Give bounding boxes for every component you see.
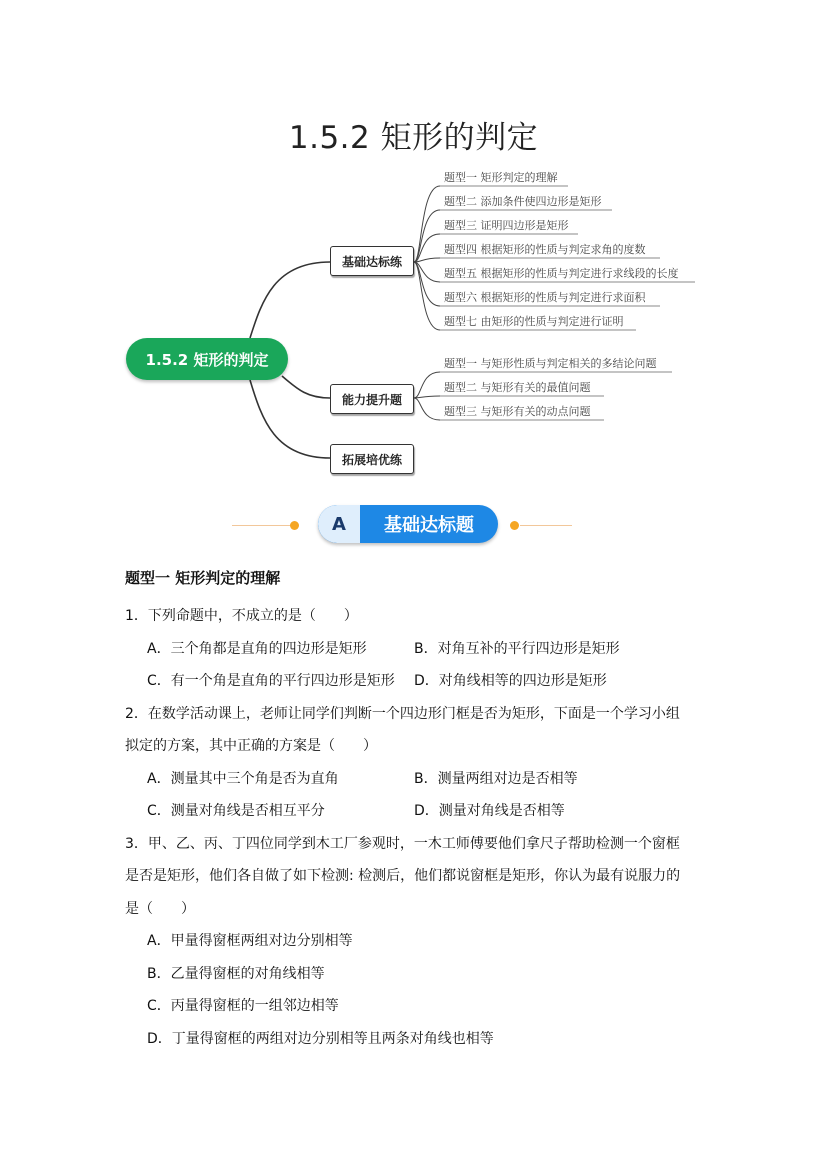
banner-text: 基础达标题 [384, 515, 474, 536]
option-d: D．对角线相等的四边形是矩形 [414, 673, 607, 689]
mindmap-leaf: 题型六 根据矩形的性质与判定进行求面积 [444, 291, 646, 304]
mindmap-leaf: 题型一 与矩形性质与判定相关的多结论问题 [444, 357, 657, 370]
mindmap-leaf: 题型五 根据矩形的性质与判定进行求线段的长度 [444, 267, 679, 280]
option-d: D．测量对角线是否相等 [414, 803, 565, 819]
option-d: D．丁量得窗框的两组对边分别相等且两条对角线也相等 [147, 1030, 494, 1047]
question-2 [125, 698, 715, 828]
question-stem: 是否是矩形，他们各自做了如下检测: 检测后，他们都说窗框是矩形，你认为最有说服力的 [125, 868, 681, 884]
option-row [125, 665, 715, 698]
mindmap-branch-advanced: 能力提升题 [330, 384, 414, 414]
mindmap-leaf: 题型四 根据矩形的性质与判定求角的度数 [444, 243, 646, 256]
option-a: A．测量其中三个角是否为直角 [147, 770, 339, 787]
banner-line-right [520, 525, 572, 526]
question-stem: 是（ ） [125, 900, 195, 917]
option-b: B．乙量得窗框的对角线相等 [147, 965, 325, 982]
mindmap-branch-basic: 基础达标练 [330, 246, 414, 276]
option-c: C．有一个角是直角的平行四边形是矩形 [147, 673, 395, 689]
option-row [125, 763, 715, 796]
question-1 [125, 600, 715, 698]
question-3 [125, 828, 715, 1056]
question-stem: 2．在数学活动课上，老师让同学们判断一个四边形门框是否为矩形，下面是一个学习小组 [125, 705, 680, 722]
page-title: 1.5.2 矩形的判定 [288, 120, 539, 156]
option-row [125, 633, 715, 666]
option-b: B．测量两组对边是否相等 [414, 770, 578, 787]
banner-letter: A [318, 505, 360, 543]
mindmap-leaf: 题型二 与矩形有关的最值问题 [444, 381, 591, 394]
mindmap-leaf: 题型二 添加条件使四边形是矩形 [444, 195, 602, 208]
option-a: A．甲量得窗框两组对边分别相等 [147, 933, 353, 949]
mindmap-branch-extension: 拓展培优练 [330, 444, 414, 474]
option-row [125, 795, 715, 828]
section-heading: 题型一 矩形判定的理解 [125, 569, 281, 587]
option-b: B．对角互补的平行四边形是矩形 [414, 640, 620, 657]
question-stem: 3．甲、乙、丙、丁四位同学到木工厂参观时，一木工师傅要他们拿尺子帮助检测一个窗框 [125, 835, 680, 852]
option-a: A．三个角都是直角的四边形是矩形 [147, 640, 367, 657]
mindmap-leaf: 题型七 由矩形的性质与判定进行证明 [444, 315, 624, 328]
question-stem: 1．下列命题中，不成立的是（ ） [125, 608, 358, 624]
section-banner [318, 505, 498, 543]
option-c: C．测量对角线是否相互平分 [147, 803, 325, 819]
mindmap-leaf: 题型三 证明四边形是矩形 [444, 219, 569, 232]
mindmap-root: 1.5.2 矩形的判定 [126, 338, 288, 380]
banner-dot-left [290, 521, 299, 530]
banner-line-left [232, 525, 296, 526]
question-section [125, 566, 715, 1055]
mindmap-leaf: 题型三 与矩形有关的动点问题 [444, 405, 591, 418]
question-stem: 拟定的方案，其中正确的方案是（ ） [125, 738, 377, 754]
option-c: C．丙量得窗框的一组邻边相等 [147, 998, 339, 1014]
mindmap-leaf: 题型一 矩形判定的理解 [444, 171, 558, 184]
banner-dot-right [510, 521, 519, 530]
